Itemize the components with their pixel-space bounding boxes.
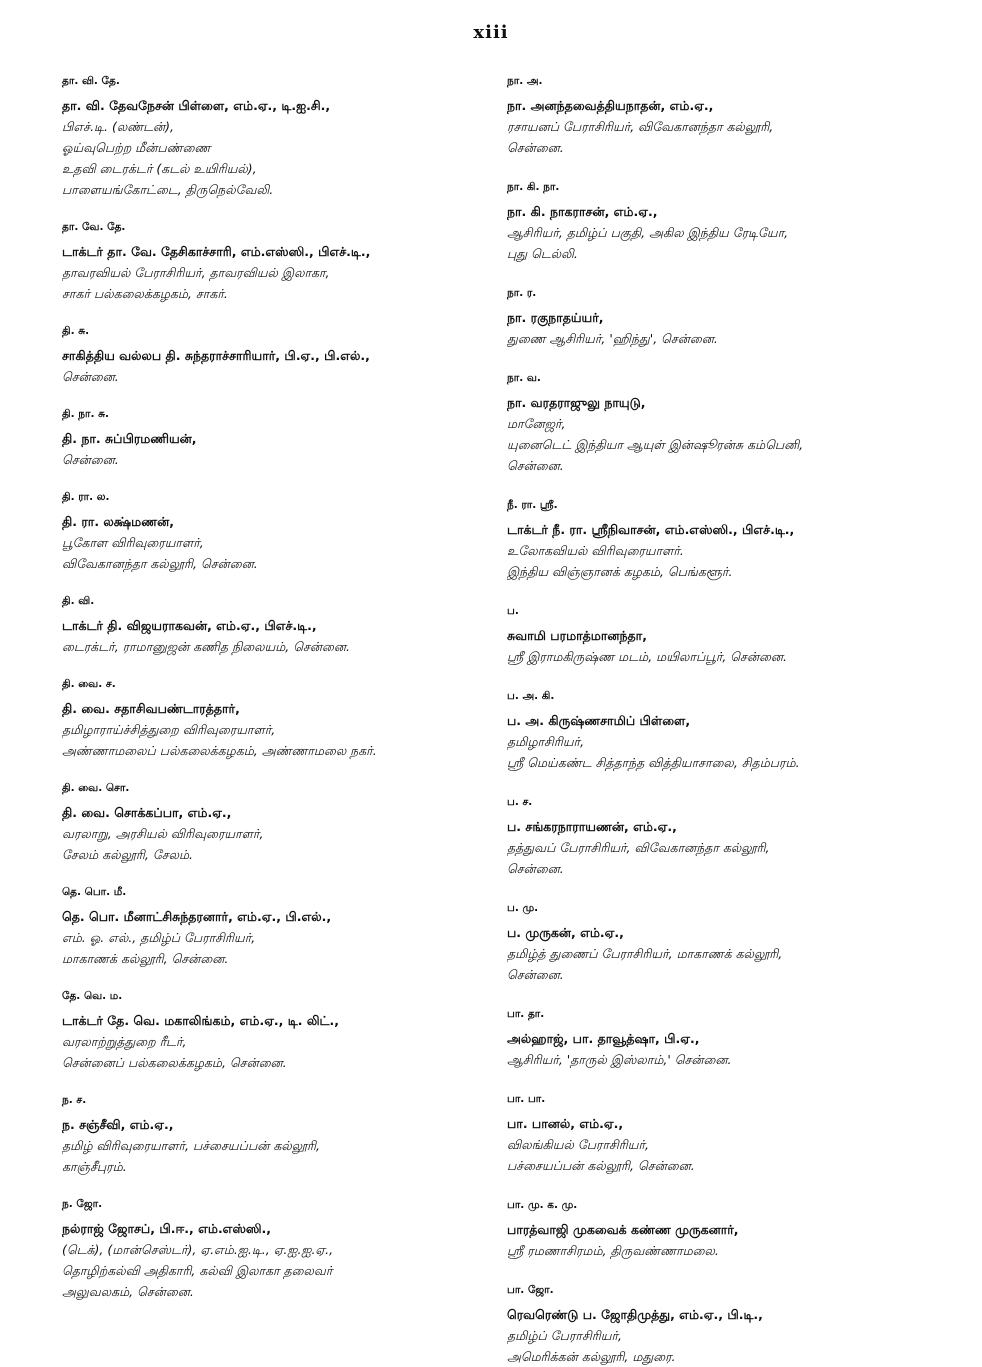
contributor-name: தி. ரா. லக்ஷ்மணன்,: [62, 514, 175, 529]
contributor-detail-line: (டெக்), (மான்செஸ்டர்), ஏ.எம்.ஐ.டி., ஏ.ஐ.ஐ.ஏ.,: [62, 1242, 334, 1257]
contributor-detail-line: உதவி டைரக்டர் (கடல் உயிரியல்),: [62, 161, 257, 176]
contributor-entry: [62, 220, 502, 304]
contributor-entry: [62, 490, 502, 574]
contributor-name: அல்ஹாஜ், பா. தாவூத்ஷா, பி.ஏ.,: [507, 1031, 700, 1046]
contributor-entry: [507, 1007, 952, 1070]
contributor-abbreviation: தி. வை. சொ.: [62, 782, 130, 794]
contributor-name: ந. சஞ்சீவி, எம்.ஏ.,: [62, 1117, 174, 1132]
contributor-detail-line: வரலாறு, அரசியல் விரிவுரையாளர்,: [62, 826, 264, 841]
contributor-entry: [507, 286, 952, 349]
contributor-entry: [507, 1092, 952, 1176]
contributor-detail-line: ஓய்வுபெற்ற மீன்பண்ணை: [62, 140, 211, 155]
contributor-detail-line: காஞ்சீபுரம்.: [62, 1159, 127, 1174]
contributor-detail-line: தமிழாராய்ச்சித்துறை விரிவுரையாளர்,: [62, 722, 276, 737]
contributor-detail-line: விவேகானந்தா கல்லூரி, சென்னை.: [62, 556, 258, 571]
contributor-name: ப. சங்கரநாராயணன், எம்.ஏ.,: [507, 819, 677, 834]
contributor-abbreviation: பா. பா.: [507, 1093, 546, 1105]
contributor-entry: [507, 74, 952, 158]
contributor-abbreviation: நா. வ.: [507, 372, 541, 384]
contributor-detail-line: தத்துவப் பேராசிரியர், விவேகானந்தா கல்லூரி,: [507, 840, 770, 855]
contributor-abbreviation: தி. வி.: [62, 595, 95, 607]
contributor-abbreviation: ப. மு.: [507, 902, 539, 914]
contributor-detail-line: ஆசிரியர், 'தாருல் இஸ்லாம்,' சென்னை.: [507, 1052, 732, 1067]
contributor-name: ரெவரெண்டு ப. ஜோதிமுத்து, எம்.ஏ., பி.டி.,: [507, 1307, 763, 1322]
contributor-detail-line: ரசாயனப் பேராசிரியர், விவேகானந்தா கல்லூரி,: [507, 119, 774, 134]
contributor-entry: [507, 604, 952, 667]
contributor-name: சுவாமி பரமாத்மானந்தா,: [507, 628, 647, 643]
contributor-abbreviation: தி. சு.: [62, 325, 90, 337]
contributor-abbreviation: பா. மு. க. மு.: [507, 1199, 578, 1211]
contributor-name: தெ. பொ. மீனாட்சிசுந்தரனார், எம்.ஏ., பி.எல்.,: [62, 909, 332, 924]
contributor-detail-line: பிஎச்.டி. (லண்டன்),: [62, 119, 175, 134]
contributor-entry: [62, 74, 502, 200]
contributor-abbreviation: தெ. பொ. மீ.: [62, 886, 127, 898]
contributor-detail-line: அலுவலகம், சென்னை.: [62, 1284, 194, 1299]
contributor-detail-line: சென்னைப் பல்கலைக்கழகம், சென்னை.: [62, 1055, 287, 1070]
contributor-name: டாக்டர் தே. வெ. மகாலிங்கம், எம்.ஏ., டி. லிட்.,: [62, 1013, 340, 1028]
contributor-detail-line: அமெரிக்கன் கல்லூரி, மதுரை.: [507, 1349, 676, 1364]
contributor-detail-line: பூகோள விரிவுரையாளர்,: [62, 535, 204, 550]
contributor-detail-line: தமிழ்ப் பேராசிரியர்,: [507, 1328, 622, 1343]
contributor-detail-line: ஸ்ரீ ரமணாசிரமம், திருவண்ணாமலை.: [507, 1243, 719, 1258]
contributor-detail-line: இந்திய விஞ்ஞானக் கழகம், பெங்களூர்.: [507, 564, 733, 579]
contributor-name: டாக்டர் தா. வே. தேசிகாச்சாரி, எம்.எஸ்ஸி., பிஎச்.டி.,: [62, 244, 371, 259]
contributor-detail-line: சென்னை.: [507, 458, 564, 473]
contributor-entry: [507, 689, 952, 773]
contributor-detail-line: சென்னை.: [507, 140, 564, 155]
contributor-detail-line: மானேஜர்,: [507, 416, 566, 431]
contributor-detail-line: ஸ்ரீ இராமகிருஷ்ண மடம், மயிலாப்பூர், சென்னை.: [507, 649, 787, 664]
contributor-abbreviation: பா. ஜோ.: [507, 1284, 554, 1296]
contributor-detail-line: எம். ஓ. எல்., தமிழ்ப் பேராசிரியர்,: [62, 930, 256, 945]
contributor-name: பாரத்வாஜி முகவைக் கண்ண முருகனார்,: [507, 1222, 739, 1237]
contributor-abbreviation: தி. நா. சு.: [62, 408, 109, 420]
contributor-name: தி. வை. சொக்கப்பா, எம்.ஏ.,: [62, 805, 232, 820]
contributor-detail-line: தமிழ்த் துணைப் பேராசிரியர், மாகாணக் கல்லூரி,: [507, 946, 783, 961]
contributor-abbreviation: தா. வே. தே.: [62, 221, 126, 233]
contributor-entry: [62, 407, 502, 470]
contributor-detail-line: அண்ணாமலைப் பல்கலைக்கழகம், அண்ணாமலை நகர்.: [62, 743, 377, 758]
contributor-detail-line: தாவரவியல் பேராசிரியர், தாவரவியல் இலாகா,: [62, 265, 330, 280]
contributor-abbreviation: தி. ரா. ல.: [62, 491, 110, 503]
contributor-name: தி. நா. சுப்பிரமணியன்,: [62, 431, 197, 446]
contributor-abbreviation: பா. தா.: [507, 1008, 545, 1020]
contributor-entry: [507, 1198, 952, 1261]
contributor-detail-line: உலோகவியல் விரிவுரையாளர்.: [507, 543, 684, 558]
contributor-entry: [62, 781, 502, 865]
contributor-abbreviation: நா. அ.: [507, 75, 543, 87]
contributor-abbreviation: ந. ஜோ.: [62, 1198, 103, 1210]
contributor-detail-line: சென்னை.: [507, 967, 564, 982]
contributor-name: நா. வரதராஜுலு நாயுடு,: [507, 395, 646, 410]
contributor-entry: [62, 885, 502, 969]
page-number: xiii: [473, 22, 509, 43]
left-column: [62, 74, 502, 1302]
contributor-detail-line: சாகர் பல்கலைக்கழகம், சாகர்.: [62, 286, 228, 301]
contributor-entry: [507, 1283, 952, 1367]
contributor-abbreviation: நா. ர.: [507, 287, 537, 299]
contributor-abbreviation: ந. ச.: [62, 1094, 87, 1106]
contributor-detail-line: சென்னை.: [507, 861, 564, 876]
contributor-detail-line: பச்சையப்பன் கல்லூரி, சென்னை.: [507, 1158, 695, 1173]
contributor-abbreviation: ப.: [507, 605, 519, 617]
contributor-entry: [62, 594, 502, 657]
contributor-entry: [507, 795, 952, 879]
contributor-name: ப. முருகன், எம்.ஏ.,: [507, 925, 624, 940]
contributor-detail-line: மாகாணக் கல்லூரி, சென்னை.: [62, 951, 229, 966]
contributor-abbreviation: நீ. ரா. ஸ்ரீ.: [507, 499, 558, 511]
contributor-abbreviation: நா. கி. நா.: [507, 181, 560, 193]
contributor-abbreviation: தா. வி. தே.: [62, 75, 120, 87]
contributor-name: டாக்டர் தி. விஜயராகவன், எம்.ஏ., பிஎச்.டி.,: [62, 618, 317, 633]
contributor-detail-line: சென்னை.: [62, 369, 119, 384]
contributor-detail-line: விலங்கியல் பேராசிரியர்,: [507, 1137, 650, 1152]
contributor-name: ப. அ. கிருஷ்ணசாமிப் பிள்ளை,: [507, 713, 691, 728]
contributor-entry: [62, 1093, 502, 1177]
contributor-name: நா. கி. நாகராசன், எம்.ஏ.,: [507, 204, 658, 219]
contributor-entry: [62, 677, 502, 761]
contributor-abbreviation: ப. அ. கி.: [507, 690, 555, 702]
contributor-detail-line: தொழிற்கல்வி அதிகாரி, கல்வி இலாகா தலைவர்: [62, 1263, 333, 1278]
contributor-entry: [507, 371, 952, 476]
contributor-entry: [62, 989, 502, 1073]
right-column: [507, 74, 952, 1367]
contributor-name: தா. வி. தேவநேசன் பிள்ளை, எம்.ஏ., டி.ஐ.சி.,: [62, 98, 331, 113]
contributor-name: நா. ரகுநாதய்யர்,: [507, 310, 604, 325]
contributor-detail-line: சென்னை.: [62, 452, 119, 467]
contributor-entry: [62, 324, 502, 387]
contributor-name: டாக்டர் நீ. ரா. ஸ்ரீநிவாசன், எம்.எஸ்ஸி., பிஎச்.டி.,: [507, 522, 795, 537]
contributor-detail-line: தமிழ் விரிவுரையாளர், பச்சையப்பன் கல்லூரி,: [62, 1138, 320, 1153]
contributor-name: சாகித்திய வல்லப தி. சுந்தராச்சாரியார், பி.ஏ., பி.எல்.,: [62, 348, 370, 363]
contributor-detail-line: துணை ஆசிரியர், 'ஹிந்து', சென்னை.: [507, 331, 718, 346]
contributor-name: நா. அனந்தவைத்தியநாதன், எம்.ஏ.,: [507, 98, 714, 113]
contributor-detail-line: சேலம் கல்லூரி, சேலம்.: [62, 847, 194, 862]
contributor-detail-line: வரலாற்றுத்துறை ரீடர்,: [62, 1034, 187, 1049]
contributor-detail-line: ஆசிரியர், தமிழ்ப் பகுதி, அகில இந்திய ரேடியோ,: [507, 225, 789, 240]
contributor-name: பா. பானல், எம்.ஏ.,: [507, 1116, 624, 1131]
contributor-entry: [62, 1197, 502, 1302]
contributor-detail-line: தமிழாசிரியர்,: [507, 734, 585, 749]
contributor-name: தி. வை. சதாசிவபண்டாரத்தார்,: [62, 701, 240, 716]
contributor-abbreviation: தே. வெ. ம.: [62, 990, 123, 1002]
contributor-detail-line: யுனைடெட் இந்தியா ஆயுள் இன்ஷூரன்சு கம்பெனி,: [507, 437, 804, 452]
contributor-name: நல்ராஜ் ஜோசப், பி.ஈ., எம்.எஸ்ஸி.,: [62, 1221, 272, 1236]
contributor-detail-line: ஸ்ரீ மெய்கண்ட சித்தாந்த வித்தியாசாலை, சிதம்பரம்.: [507, 755, 800, 770]
contributor-entry: [507, 901, 952, 985]
contributor-abbreviation: ப. ச.: [507, 796, 533, 808]
contributor-entry: [507, 498, 952, 582]
contributor-entry: [507, 180, 952, 264]
contributor-detail-line: பாளையங்கோட்டை, திருநெல்வேலி.: [62, 182, 274, 197]
contributor-detail-line: புது டெல்லி.: [507, 246, 578, 261]
contributor-detail-line: டைரக்டர், ராமானுஜன் கணித நிலையம், சென்னை.: [62, 639, 350, 654]
contributor-abbreviation: தி. வை. ச.: [62, 678, 116, 690]
